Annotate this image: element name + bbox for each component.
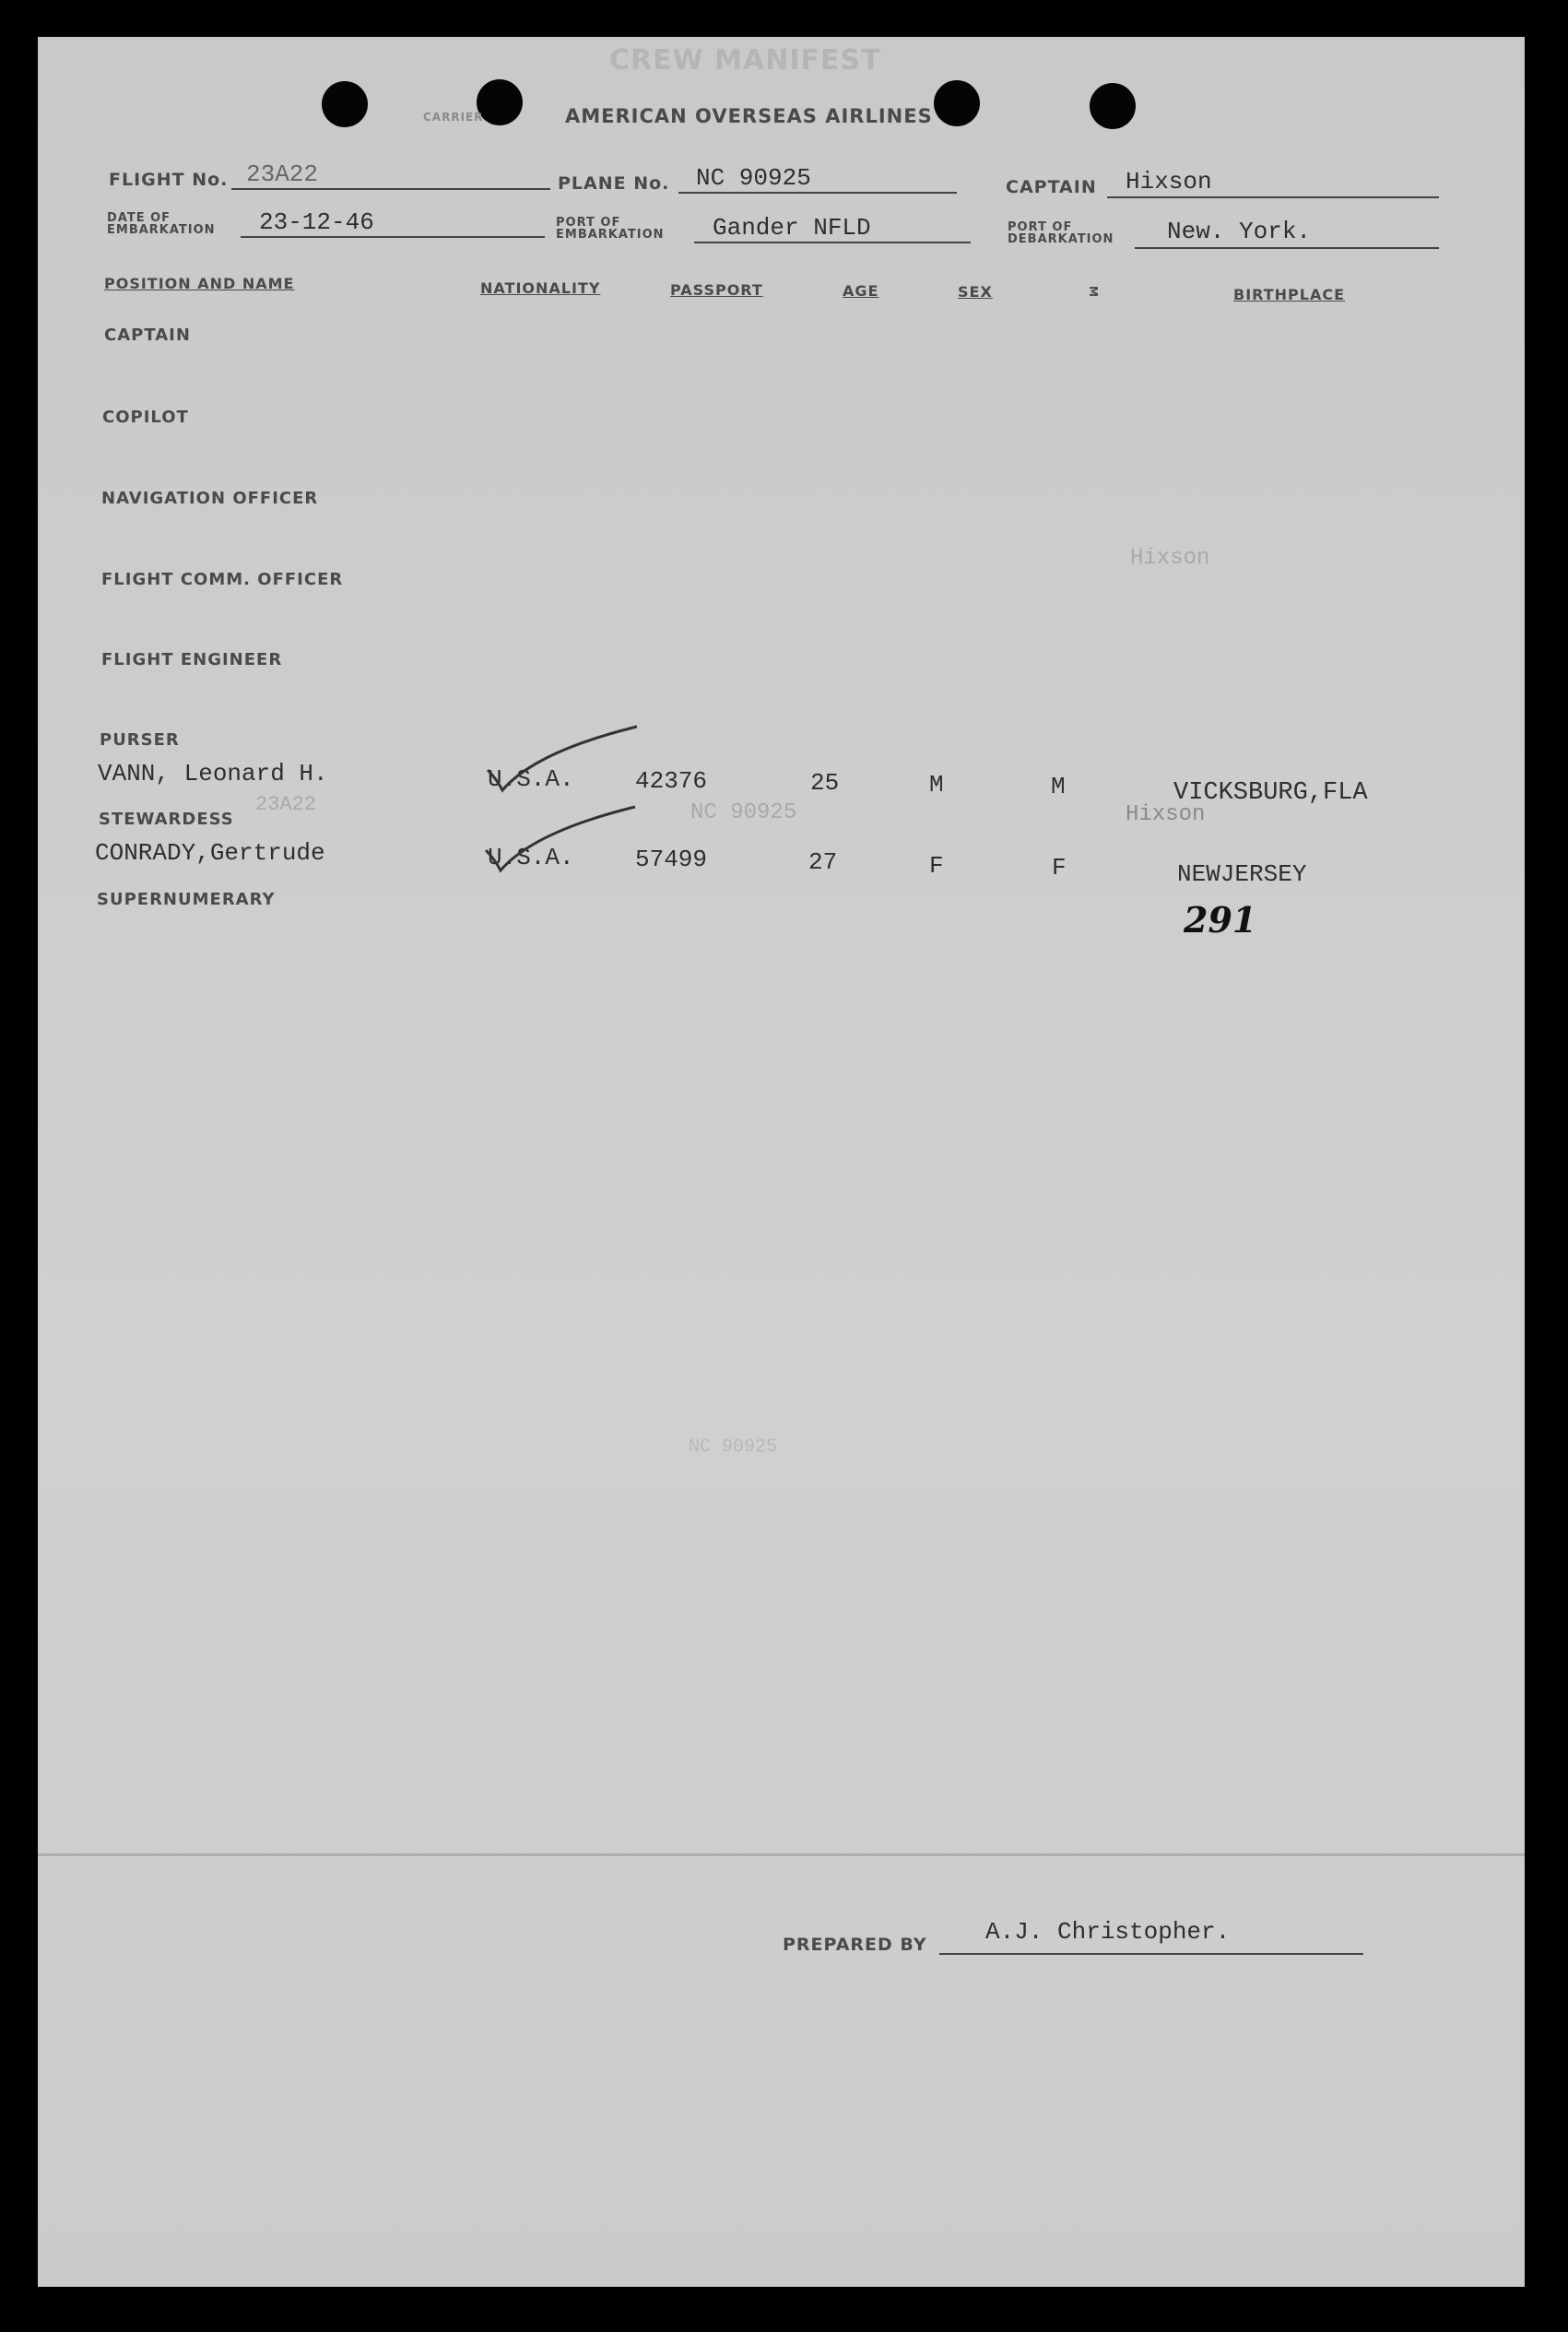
col-birthplace: BIRTHPLACE [1233, 286, 1346, 303]
punch-hole [477, 79, 523, 125]
col-age: AGE [843, 282, 879, 300]
crew-age: 25 [810, 769, 840, 797]
col-m: M [1087, 286, 1100, 298]
crew-sex: M [929, 771, 944, 799]
manifest-sheet [38, 37, 1525, 2287]
ghost-text: Hixson [1126, 802, 1206, 827]
ghost-text: Hixson [1130, 546, 1210, 571]
crew-passport: 42376 [635, 767, 708, 795]
crew-passport: 57499 [635, 846, 708, 873]
pos-purser: PURSER [100, 730, 180, 750]
ghost-text: NC 90925 [689, 1437, 778, 1458]
pos-captain: CAPTAIN [104, 326, 191, 345]
crew-sex: F [929, 852, 944, 880]
crew-nationality: U.S.A. [488, 844, 574, 871]
pos-flight-comm-officer: FLIGHT COMM. OFFICER [101, 570, 344, 589]
crew-birthplace: NEWJERSEY [1177, 860, 1307, 888]
pos-copilot: COPILOT [102, 408, 189, 427]
crew-nationality: U.S.A. [488, 765, 574, 793]
check-mark-icon [480, 724, 646, 798]
pos-flight-engineer: FLIGHT ENGINEER [101, 650, 283, 669]
captain-value: Hixson [1126, 168, 1212, 195]
prepared-by-value: A.J. Christopher. [985, 1918, 1231, 1946]
flight-no-label: FLIGHT No. [109, 170, 229, 190]
date-embarkation-value: 23-12-46 [259, 208, 374, 236]
crew-birthplace: VICKSBURG,FLA [1173, 779, 1368, 807]
flight-no-value: 23A22 [246, 160, 319, 188]
fold-line [38, 1853, 1525, 1856]
port-debarkation-label: PORT OF DEBARKATION [1008, 220, 1114, 246]
page-stamp-number: 291 [1184, 899, 1257, 941]
crew-name: VANN, Leonard H. [98, 760, 328, 787]
port-debarkation-value: New. York. [1167, 218, 1312, 245]
pos-navigation-officer: NAVIGATION OFFICER [101, 489, 319, 508]
crew-m: M [1051, 773, 1066, 800]
col-nationality: NATIONALITY [480, 279, 601, 297]
prepared-by-label: PREPARED BY [783, 1935, 927, 1955]
col-position-name: POSITION AND NAME [104, 275, 295, 292]
crew-m: F [1052, 854, 1067, 882]
plane-no-label: PLANE No. [558, 173, 670, 194]
carrier-label: CARRIER [423, 111, 484, 124]
port-embarkation-label: PORT OF EMBARKATION [556, 216, 665, 242]
plane-no-value: NC 90925 [696, 164, 811, 192]
pos-supernumerary: SUPERNUMERARY [97, 890, 276, 909]
punch-hole [1090, 83, 1136, 129]
punch-hole [322, 81, 368, 127]
ghost-text: NC 90925 [690, 800, 797, 825]
captain-label: CAPTAIN [1006, 177, 1097, 197]
col-sex: SEX [958, 283, 993, 301]
crew-name: CONRADY,Gertrude [95, 839, 325, 867]
col-passport: PASSPORT [670, 281, 763, 299]
ghost-text: 23A22 [255, 793, 317, 816]
form-title: CREW MANIFEST [609, 44, 881, 77]
check-mark-icon [478, 804, 644, 878]
crew-age: 27 [808, 848, 838, 876]
date-embarkation-label: DATE OF EMBARKATION [107, 211, 216, 237]
punch-hole [934, 80, 980, 126]
pos-stewardess: STEWARDESS [99, 810, 234, 829]
port-embarkation-value: Gander NFLD [713, 214, 871, 242]
carrier-name: AMERICAN OVERSEAS AIRLINES [565, 105, 933, 127]
